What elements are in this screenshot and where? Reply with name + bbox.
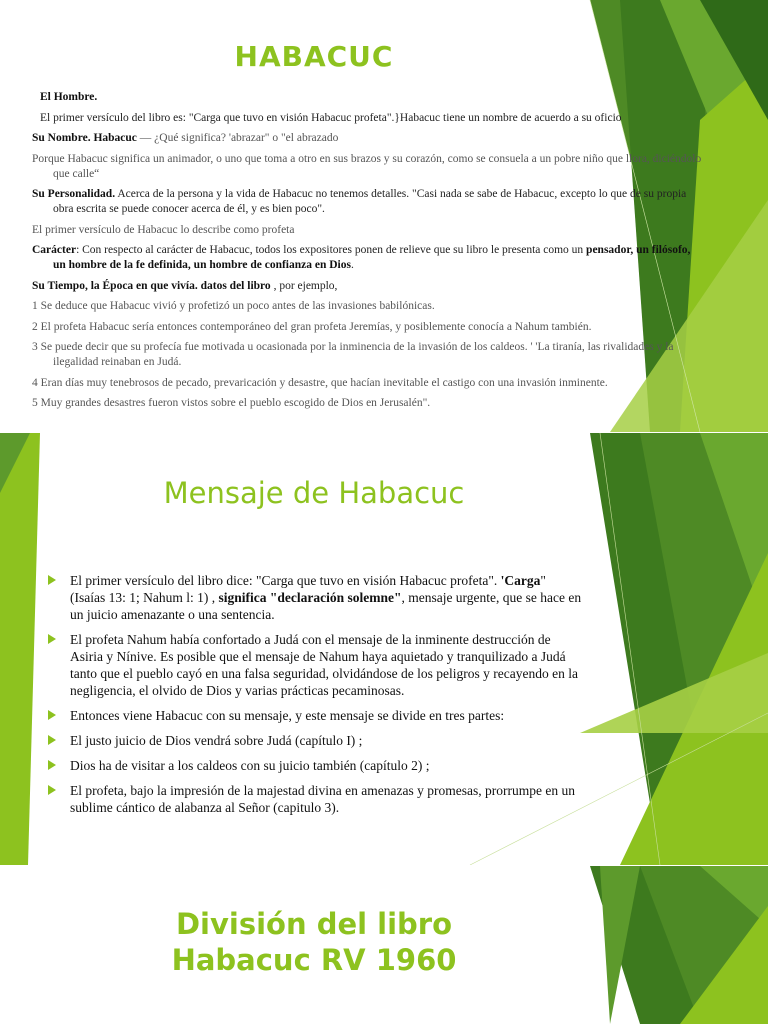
slide-3-title-line-2: Habacuc RV 1960 xyxy=(171,943,457,977)
slide-3 xyxy=(0,866,768,1024)
bullet-triangle-icon xyxy=(48,634,56,644)
slide-1-body xyxy=(32,90,704,417)
paragraph-first-verse: El primer versículo del libro es: "Carga que tuvo en visión Habacuc profeta".}Habacuc tiene un nombre de acuerdo a su oficio xyxy=(40,111,622,124)
bullet-triangle-icon xyxy=(48,710,56,720)
slide-3-title-line-1: División del libro xyxy=(175,907,453,941)
list-item: El profeta, bajo la impresión de la majestad divina en amenazas y promesas, prorrumpe en un sublime cántico de alabanza al Señor (capitulo 3). xyxy=(44,782,584,816)
paragraph-animador: Porque Habacuc significa un animador, o uno que toma a otro en sus brazos y su corazón, como se consuela a un pobre niño que llora, diciéndolo que calle“ xyxy=(32,152,702,180)
slide-1-title: HABACUC xyxy=(234,40,394,73)
paragraph-describe-profeta: El primer versículo de Habacuc lo describe como profeta xyxy=(32,223,295,236)
list-item: El primer versículo del libro dice: "Carga que tuvo en visión Habacuc profeta". 'Carga" (Isaías 13: 1; Nahum l: 1) , significa "declaración solemne", mensaje urgente, que se hace en un juicio amenazante o una sentencia. xyxy=(44,572,584,623)
paragraph-caracter: Carácter: Con respecto al carácter de Habacuc, todos los expositores ponen de relieve que su libro le presenta como un pensador, un filósofo, un hombre de la fe definida, un hombre de confianza en Dios. xyxy=(32,244,691,271)
bullet-triangle-icon xyxy=(48,575,56,585)
paragraph-point-3: 3 Se puede decir que su profecía fue motivada u ocasionada por la inminencia de la invasión de los caldeos. ' 'La tiranía, las rivalidades y la ilegalidad reinaban en Judá. xyxy=(32,341,674,368)
slide-1 xyxy=(0,0,768,432)
paragraph-point-4: 4 Eran días muy tenebrosos de pecado, prevaricación y desastre, que hacían inevitable el castigo con una invasión inminente. xyxy=(32,376,608,389)
bullet-triangle-icon xyxy=(48,760,56,770)
paragraph-su-nombre: Su Nombre. Habacuc — ¿Qué significa? 'abrazar" o "el abrazado xyxy=(32,132,339,144)
list-item: Dios ha de visitar a los caldeos con su juicio también (capítulo 2) ; xyxy=(44,757,584,774)
slide-3-title xyxy=(120,906,508,978)
slide-2-title: Mensaje de Habacuc xyxy=(163,476,465,510)
paragraph-point-5: 5 Muy grandes desastres fueron vistos sobre el pueblo escogido de Dios en Jerusalén". xyxy=(32,397,431,409)
paragraph-su-tiempo: Su Tiempo, la Época en que vivía. datos del libro , por ejemplo, xyxy=(32,279,338,292)
paragraph-point-2: 2 El profeta Habacuc sería entonces contemporáneo del gran profeta Jeremías, y posiblemente conocía a Nahum también. xyxy=(32,320,592,333)
paragraph-personalidad: Su Personalidad. Acerca de la persona y la vida de Habacuc no tenemos detalles. "Casi nada se sabe de Habacuc, excepto lo que de su propia obra escrita se puede conocer acerca de él, y es bien poco". xyxy=(32,188,687,215)
slide-2-bullet-list xyxy=(44,572,584,824)
bullet-triangle-icon xyxy=(48,785,56,795)
paragraph-el-hombre: El Hombre. xyxy=(40,91,98,103)
paragraph-point-1: 1 Se deduce que Habacuc vivió y profetizó un poco antes de las invasiones babilónicas. xyxy=(32,300,435,312)
list-item: El profeta Nahum había confortado a Judá con el mensaje de la inminente destrucción de Asiria y Nínive. Es posible que el mensaje de Nahum haya aquietado y tranquilizado a Judá tanto que el pueblo cayó en una falsa seguridad, olvidándose de los peligros y recayendo en la negligencia, el olvido de Dios y varias prácticas pecaminosas. xyxy=(44,631,584,699)
bullet-triangle-icon xyxy=(48,735,56,745)
list-item: El justo juicio de Dios vendrá sobre Judá (capítulo I) ; xyxy=(44,732,584,749)
list-item: Entonces viene Habacuc con su mensaje, y este mensaje se divide en tres partes: xyxy=(44,707,584,724)
